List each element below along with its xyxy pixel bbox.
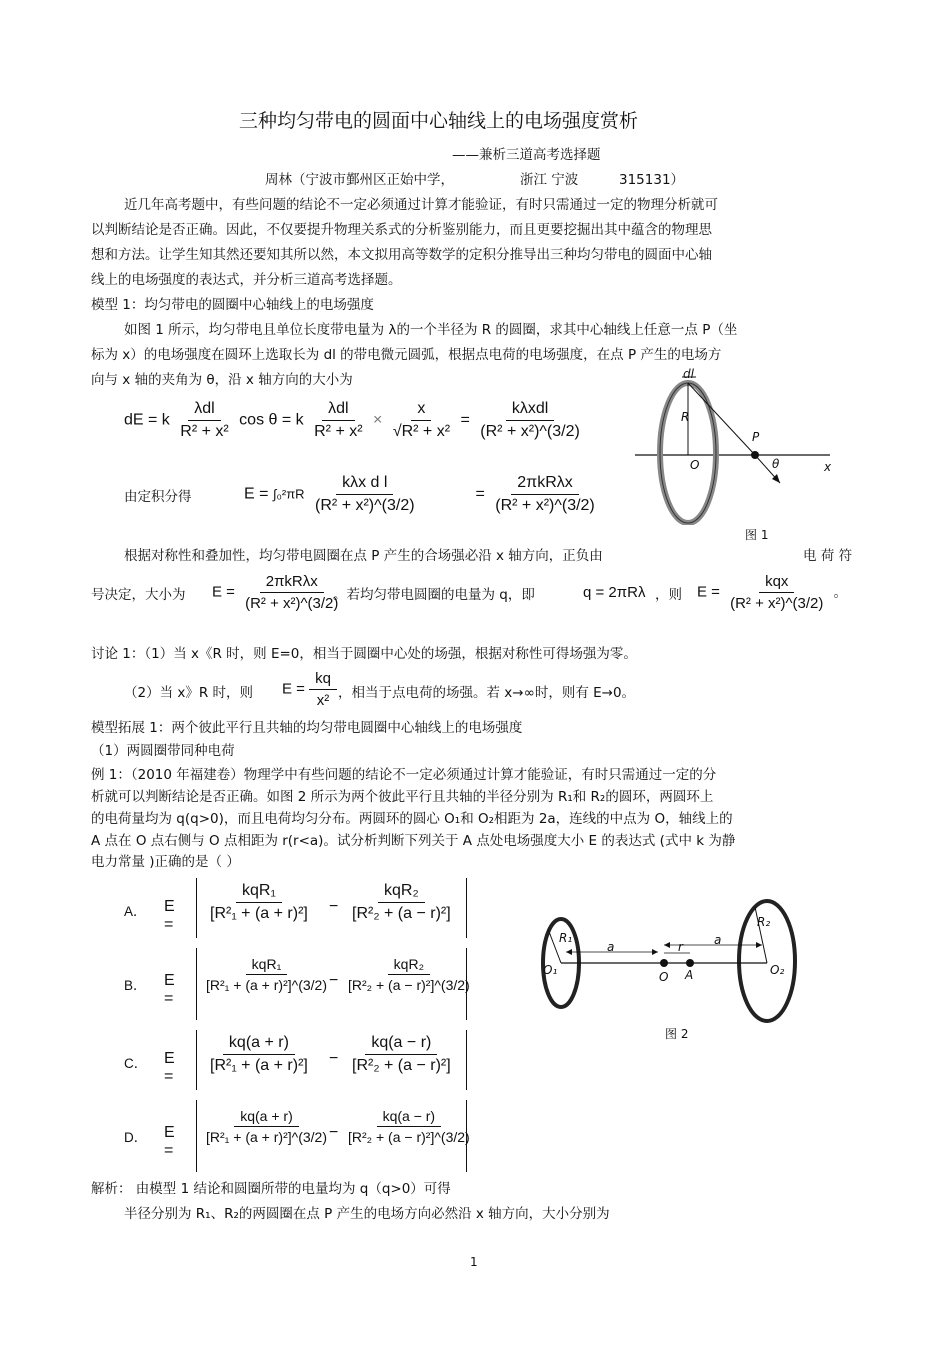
paper-title: 三种均匀带电的圆面中心轴线上的电场强度赏析	[239, 110, 639, 132]
eq-lhs: E =	[697, 583, 720, 601]
body-line-end: 电 荷 符	[803, 548, 853, 564]
fraction: kqR₁ [R²₁ + (a + r)²]^(3/2)	[206, 956, 327, 993]
option-label: D．	[124, 1130, 148, 1145]
fraction: $\frac{\text{kλxdl}}{\text{(R² + x²)\textasciicircum{}(3/2)}}$	[480, 400, 580, 440]
minus-sign: −	[329, 1124, 339, 1141]
option-label: C．	[124, 1056, 148, 1071]
figure-1-ring-diagram	[630, 365, 860, 525]
fraction: $\frac{\text{2πkRλx}}{\text{(R² + x²)\textasciicircum{}(3/2)}}$	[245, 573, 339, 612]
fig1-p-label: P	[752, 430, 760, 444]
minus-sign: −	[329, 898, 339, 915]
eq-lhs: E =	[212, 583, 235, 601]
eq-lhs: E =	[164, 972, 175, 1007]
fraction: $\frac{\text{2πkRλx}}{\text{(R² + x²)\textasciicircum{}(3/2)}}$	[495, 474, 595, 514]
fig2-r2-label: R₂	[757, 915, 771, 929]
equals-sign: =	[475, 485, 485, 503]
minus-sign: −	[329, 1050, 339, 1067]
equation-de	[124, 400, 586, 441]
discussion-line: ，相当于点电荷的场强。若 x→∞时，则有 E→0。	[338, 685, 636, 701]
section-heading-extension: 模型拓展 1：两个彼此平行且共轴的均匀带电圆圈中心轴线上的电场强度	[91, 720, 523, 736]
fraction: kqR₂ [R²₂ + (a − r)²]	[352, 882, 451, 922]
eq-lhs: E =	[164, 898, 175, 933]
fraction: $\frac{kq}{\text{x²}}$	[309, 670, 337, 709]
minus-sign: −	[329, 972, 339, 989]
author-zip: 315131）	[619, 172, 685, 188]
body-line: 根据对称性和叠加性，均匀带电圆圈在点 P 产生的合场强必沿 x 轴方向，正负由	[124, 548, 603, 564]
subtitle: ——兼析三道高考选择题	[452, 147, 601, 163]
example-line: 例 1：（2010 年福建卷）物理学中有些问题的结论不一定必须通过计算才能验证，有时只需通过一定的分	[91, 767, 717, 783]
fig2-a-distance-label: a	[607, 940, 615, 954]
integral-label: 由定积分得	[124, 489, 192, 505]
abs-bar-left	[196, 1030, 197, 1090]
fig2-r1-label: R₁	[559, 931, 573, 945]
fraction: $\frac{x}{\text{√R² + x²}}$	[392, 400, 451, 440]
example-line: A 点在 O 点右侧与 O 点相距为 r(r<a)。试分析判断下列关于 A 点处电场强度大小 E 的表达式 (式中 k 为静	[91, 833, 736, 849]
eq-lhs: E =	[164, 1124, 175, 1159]
abs-bar-right	[466, 1030, 467, 1090]
fig1-caption: 图 1	[745, 528, 769, 542]
fraction: $\frac{\text{kqx}}{\text{(R² + x²)\textasciicircum{}(3/2)}}$	[730, 573, 824, 612]
discussion-line: 讨论 1：（1）当 x《R 时，则 E=0，相当于圆圈中心处的场强，根据对称性可得场强为零。	[91, 646, 637, 662]
author-place: 浙江 宁波	[520, 172, 579, 188]
equation-field-q	[697, 573, 847, 612]
fraction: kqR₁ [R²₁ + (a + r)²]	[210, 882, 308, 922]
integral-sign: ∫₀²πR	[272, 486, 305, 502]
fraction: $\frac{\text{λdl}}{\text{R² + x²}}$	[314, 400, 363, 440]
eq-lhs: E =	[164, 1050, 175, 1085]
eq-cos: cos θ = k	[239, 411, 304, 429]
example-line: 电力常量 )正确的是（ ）	[91, 854, 240, 870]
body-line: ，则	[655, 587, 682, 603]
fig2-o1-label: O₁	[543, 963, 558, 977]
fraction: kqR₂ [R²₂ + (a − r)²]^(3/2)	[348, 956, 470, 993]
fig2-o2-label: O₂	[770, 963, 785, 977]
example-line: 的电荷量均为 q(q>0)，而且电荷均匀分布。两圆环的圆心 O₁和 O₂相距为 2a，连线的中点为 O，轴线上的	[91, 811, 733, 827]
option-label: B．	[124, 978, 147, 993]
fig2-r-distance-label: r	[678, 940, 683, 954]
fig1-theta-label: θ	[772, 457, 780, 471]
fraction: $\frac{kq(a + r)}{\text{[R²₁ + (a + r)²]\textasciicircum{}(3/2)}}$	[206, 1108, 327, 1145]
abs-bar-right	[466, 948, 467, 1020]
intro-line: 以判断结论是否正确。因此，不仅要提升物理关系式的分析鉴别能力，而且更要挖掘出其中蕴含的物理思	[91, 222, 712, 238]
discussion-line: （2）当 x》R 时，则	[124, 685, 254, 701]
equals-sign: =	[460, 411, 470, 429]
fig1-o-label: O	[690, 458, 700, 472]
equation-point-charge	[282, 670, 337, 709]
option-label: A．	[124, 904, 147, 919]
fig2-a-distance-label: a	[714, 933, 722, 947]
body-line: 向与 x 轴的夹角为 θ，沿 x 轴方向的大小为	[91, 372, 353, 388]
fraction: $\frac{kq(a + r)}{\text{[R²₁ + (a + r)²]}}$	[210, 1034, 308, 1074]
fig2-o-label: O	[659, 970, 669, 984]
abs-bar-left	[196, 948, 197, 1020]
abs-bar-left	[196, 878, 197, 938]
charge-equation: q = 2πRλ	[583, 584, 646, 601]
intro-line: 近几年高考题中，有些问题的结论不一定必须通过计算才能验证，有时只需通过一定的物理分析就可	[124, 197, 718, 213]
eq-lhs: E =	[244, 485, 269, 503]
fig1-r-label: R	[681, 410, 690, 424]
example-line: 析就可以判断结论是否正确。如图 2 所示为两个彼此平行且共轴的半径分别为 R₁和 R₂的圆环，两圆环上	[91, 789, 714, 805]
analysis-line: 半径分别为 R₁、R₂的两圆圈在点 P 产生的电场方向必然沿 x 轴方向，大小分别为	[124, 1206, 610, 1222]
fraction: $\frac{kq(a - r)}{\text{[R²₂ + (a − r)²]\textasciicircum{}(3/2)}}$	[348, 1108, 470, 1145]
fig2-a-point-label: A	[685, 968, 694, 982]
subsection-heading: （1）两圆圈带同种电荷	[91, 743, 235, 759]
body-line: 号决定，大小为	[91, 587, 186, 603]
analysis-line: 解析： 由模型 1 结论和圆圈所带的电量均为 q（q>0）可得	[91, 1181, 451, 1197]
section-heading-model1: 模型 1：均匀带电的圆圈中心轴线上的电场强度	[91, 297, 374, 313]
fig1-dl-label: dl	[683, 367, 694, 381]
period: 。	[833, 584, 847, 600]
equation-integral	[244, 474, 601, 515]
body-line: 标为 x）的电场强度在圆环上选取长为 dl 的带电微元圆弧，根据点电荷的电场强度，在点 P 产生的电场方	[91, 347, 722, 363]
intro-line: 想和方法。让学生知其然还要知其所以然，本文拟用高等数学的定积分推导出三种均匀带电的圆面中心轴	[91, 247, 712, 263]
body-line: 。若均匀带电圆圈的电量为 q，即	[333, 587, 535, 603]
abs-bar-right	[466, 878, 467, 938]
equation-field-magnitude	[212, 573, 344, 612]
author: 周林（宁波市鄞州区正始中学，	[265, 172, 454, 188]
abs-bar-left	[196, 1100, 197, 1172]
intro-line: 线上的电场强度的表达式，并分析三道高考选择题。	[91, 272, 402, 288]
abs-bar-right	[466, 1100, 467, 1172]
eq-lhs: E =	[282, 680, 305, 698]
fraction: $\frac{\text{kλx d l}}{\text{(R² + x²)\textasciicircum{}(3/2)}}$	[315, 474, 415, 514]
fraction: $\frac{kq(a - r)}{\text{[R²₂ + (a − r)²]}}$	[352, 1034, 451, 1074]
fig2-caption: 图 2	[665, 1027, 689, 1041]
times-sign: ×	[373, 411, 383, 429]
body-line: 如图 1 所示，均匀带电且单位长度带电量为 λ的一个半径为 R 的圆圈，求其中心轴线上任意一点 P（坐	[124, 322, 738, 338]
fraction: $\frac{\text{λdl}}{\text{R² + x²}}$	[180, 400, 229, 440]
eq-lhs: dE = k	[124, 411, 170, 429]
fig1-x-label: x	[824, 460, 832, 474]
page-number: 1	[470, 1255, 478, 1269]
